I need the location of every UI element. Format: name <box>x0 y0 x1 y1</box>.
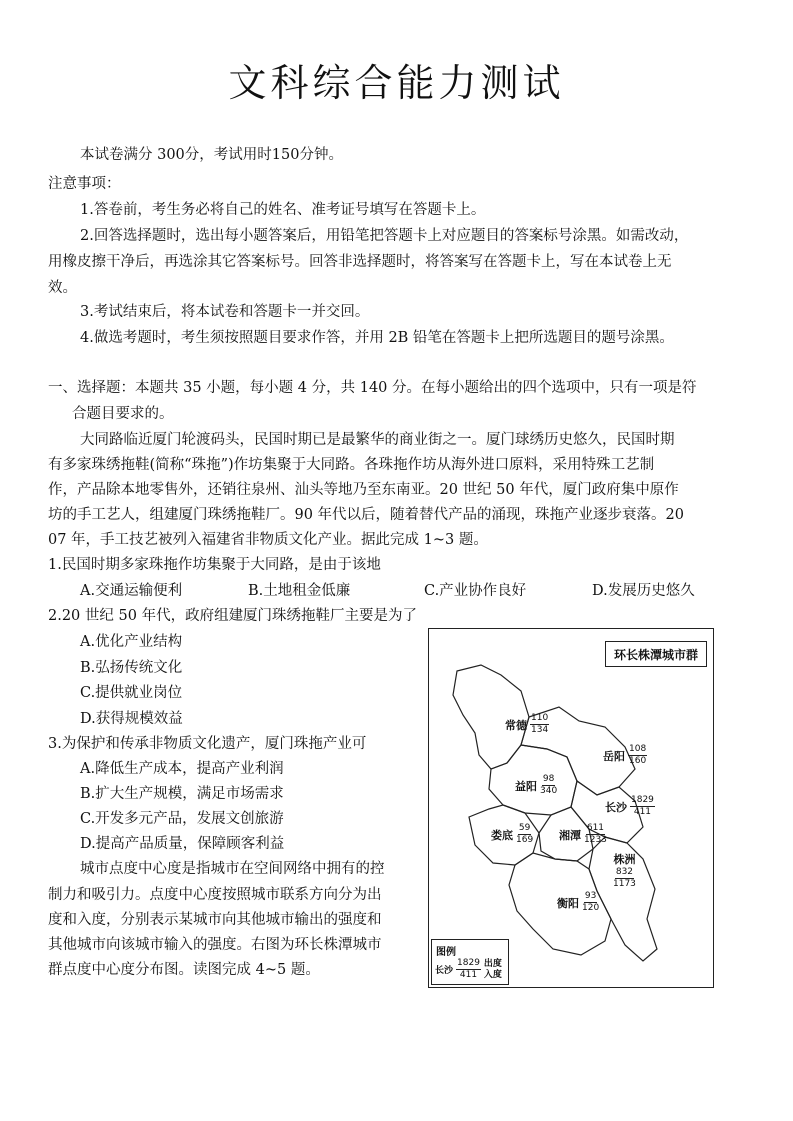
city-label-xiangtan <box>559 823 607 846</box>
in-degree: 120 <box>582 903 600 913</box>
question-1-option-d: D.发展历史悠久 <box>592 583 695 599</box>
question-1-stem: 1.民国时期多家珠拖作坊集聚于大同路，是由于该地 <box>48 557 381 573</box>
out-degree: 832 <box>615 867 634 877</box>
question-3-stem: 3.为保护和传承非物质文化遗产，厦门珠拖产业可 <box>48 736 367 752</box>
city-degree <box>628 744 647 767</box>
map-region-outlines <box>429 629 715 989</box>
passage-2-line-2: 制力和吸引力。点度中心度按照城市联系方向分为出 <box>48 887 382 903</box>
out-degree: 98 <box>542 774 555 784</box>
passage-2-line-4: 其他城市向该城市输入的强度。右图为环长株潭城市 <box>48 937 382 953</box>
city-degree <box>516 823 533 846</box>
in-degree: 160 <box>629 756 647 766</box>
question-2-option-a: A.优化产业结构 <box>80 634 183 650</box>
question-3-option-b: B.扩大生产规模，满足市场需求 <box>80 786 284 802</box>
section-heading-line-1: 一、选择题：本题共 35 小题，每小题 4 分，共 140 分。在每小题给出的四个选项中，只有一项是符 <box>48 380 697 396</box>
map-legend <box>431 939 509 985</box>
city-degree <box>530 713 549 736</box>
passage-1-line-2: 有多家珠绣拖鞋(简称“珠拖”)作坊集聚于大同路。各珠拖作坊从海外进口原料，采用特殊工艺制 <box>48 457 655 473</box>
question-3-option-a: A.降低生产成本，提高产业利润 <box>80 761 284 777</box>
passage-1-line-1: 大同路临近厦门轮渡码头，民国时期已是最繁华的商业街之一。厦门球绣历史悠久，民国时期 <box>80 432 675 448</box>
city-name: 娄底 <box>491 828 513 842</box>
in-degree: 134 <box>531 725 549 735</box>
passage-1-line-4: 坊的手工艺人，组建厦门珠绣拖鞋厂。90 年代以后，随着替代产品的涌现，珠拖产业逐步衰落。20 <box>48 507 685 523</box>
city-name: 长沙 <box>605 800 627 814</box>
passage-2-line-3: 度和入度，分别表示某城市向其他城市输出的强度和 <box>48 912 382 928</box>
legend-title: 图例 <box>436 947 456 958</box>
notice-2-line-3: 效。 <box>48 280 77 296</box>
in-degree: 1173 <box>613 879 636 889</box>
in-degree: 169 <box>516 835 534 845</box>
legend-out-degree: 1829 <box>457 958 480 968</box>
city-degree <box>584 823 607 846</box>
out-degree: 93 <box>584 891 597 901</box>
passage-1-line-5: 07 年，手工技艺被列入福建省非物质文化产业。据此完成 1~3 题。 <box>48 532 488 548</box>
out-degree: 110 <box>531 713 549 723</box>
legend-degree <box>456 958 481 981</box>
question-3-option-d: D.提高产品质量，保障顾客利益 <box>80 836 285 852</box>
notice-2-line-1: 2.回答选择题时，选出每小题答案后，用铅笔把答题卡上对应题目的答案标号涂黑。如需改动， <box>80 228 689 244</box>
city-cluster-map <box>428 628 714 988</box>
city-label-changde <box>505 713 549 736</box>
out-degree: 611 <box>586 823 605 833</box>
legend-row <box>435 958 502 981</box>
notice-3: 3.考试结束后，将本试卷和答题卡一并交回。 <box>80 304 370 320</box>
passage-1-line-3: 作，产品除本地零售外，还销往泉州、汕头等地乃至东南亚。20 世纪 50 年代，厦门政府集中原作 <box>48 482 679 498</box>
legend-in-degree: 411 <box>459 970 478 980</box>
city-name: 岳阳 <box>603 749 625 763</box>
city-label-hengyang <box>557 891 599 914</box>
out-degree: 59 <box>518 823 531 833</box>
notice-2-line-2: 用橡皮擦干净后，再选涂其它答案标号。回答非选择题时，将答案写在答题卡上，写在本试卷上无 <box>48 254 672 270</box>
city-degree <box>540 774 557 797</box>
question-2-option-b: B.弘扬传统文化 <box>80 660 183 676</box>
in-degree: 340 <box>540 786 558 796</box>
in-degree: 1233 <box>584 835 607 845</box>
question-1-option-b: B.土地租金低廉 <box>248 583 351 599</box>
city-degree <box>630 795 655 818</box>
question-2-stem: 2.20 世纪 50 年代，政府组建厦门珠绣拖鞋厂主要是为了 <box>48 608 418 624</box>
city-label-zhuzhou <box>613 851 636 890</box>
section-heading-line-2: 合题目要求的。 <box>72 406 174 422</box>
city-label-changsha <box>605 795 655 818</box>
map-title: 环长株潭城市群 <box>605 641 707 667</box>
question-1-option-c: C.产业协作良好 <box>424 583 527 599</box>
passage-2-line-5: 群点度中心度分布图。读图完成 4~5 题。 <box>48 962 320 978</box>
city-name: 株洲 <box>613 853 636 866</box>
page-title: 文科综合能力测试 <box>228 61 565 105</box>
question-1-option-a: A.交通运输便利 <box>80 583 183 599</box>
city-name: 益阳 <box>515 779 537 793</box>
legend-city: 长沙 <box>435 966 454 976</box>
city-name: 湘潭 <box>559 828 581 842</box>
question-2-option-d: D.获得规模效益 <box>80 711 183 727</box>
out-degree: 1829 <box>631 795 654 805</box>
passage-2-line-1: 城市点度中心度是指城市在空间网络中拥有的控 <box>80 861 385 877</box>
legend-labels <box>484 959 502 981</box>
question-2-option-c: C.提供就业岗位 <box>80 685 183 701</box>
out-degree: 108 <box>629 744 647 754</box>
city-name: 衡阳 <box>557 896 579 910</box>
legend-in-label: 入度 <box>483 969 502 980</box>
notice-4: 4.做选考题时，考生须按照题目要求作答，并用 2B 铅笔在答题卡上把所选题目的题号涂黑。 <box>80 330 674 346</box>
city-degree <box>582 891 599 914</box>
legend-out-label: 出度 <box>483 958 502 969</box>
in-degree: 411 <box>633 807 652 817</box>
city-label-yueyang <box>603 744 647 767</box>
city-label-loudi <box>491 823 533 846</box>
notice-1: 1.答卷前，考生务必将自己的姓名、准考证号填写在答题卡上。 <box>80 202 486 218</box>
notice-heading: 注意事项： <box>48 176 121 192</box>
city-name: 常德 <box>505 718 527 732</box>
question-3-option-c: C.开发多元产品，发展文创旅游 <box>80 811 284 827</box>
exam-intro: 本试卷满分 300分，考试用时150分钟。 <box>80 147 343 163</box>
city-degree <box>613 867 636 890</box>
city-label-yiyang <box>515 774 557 797</box>
